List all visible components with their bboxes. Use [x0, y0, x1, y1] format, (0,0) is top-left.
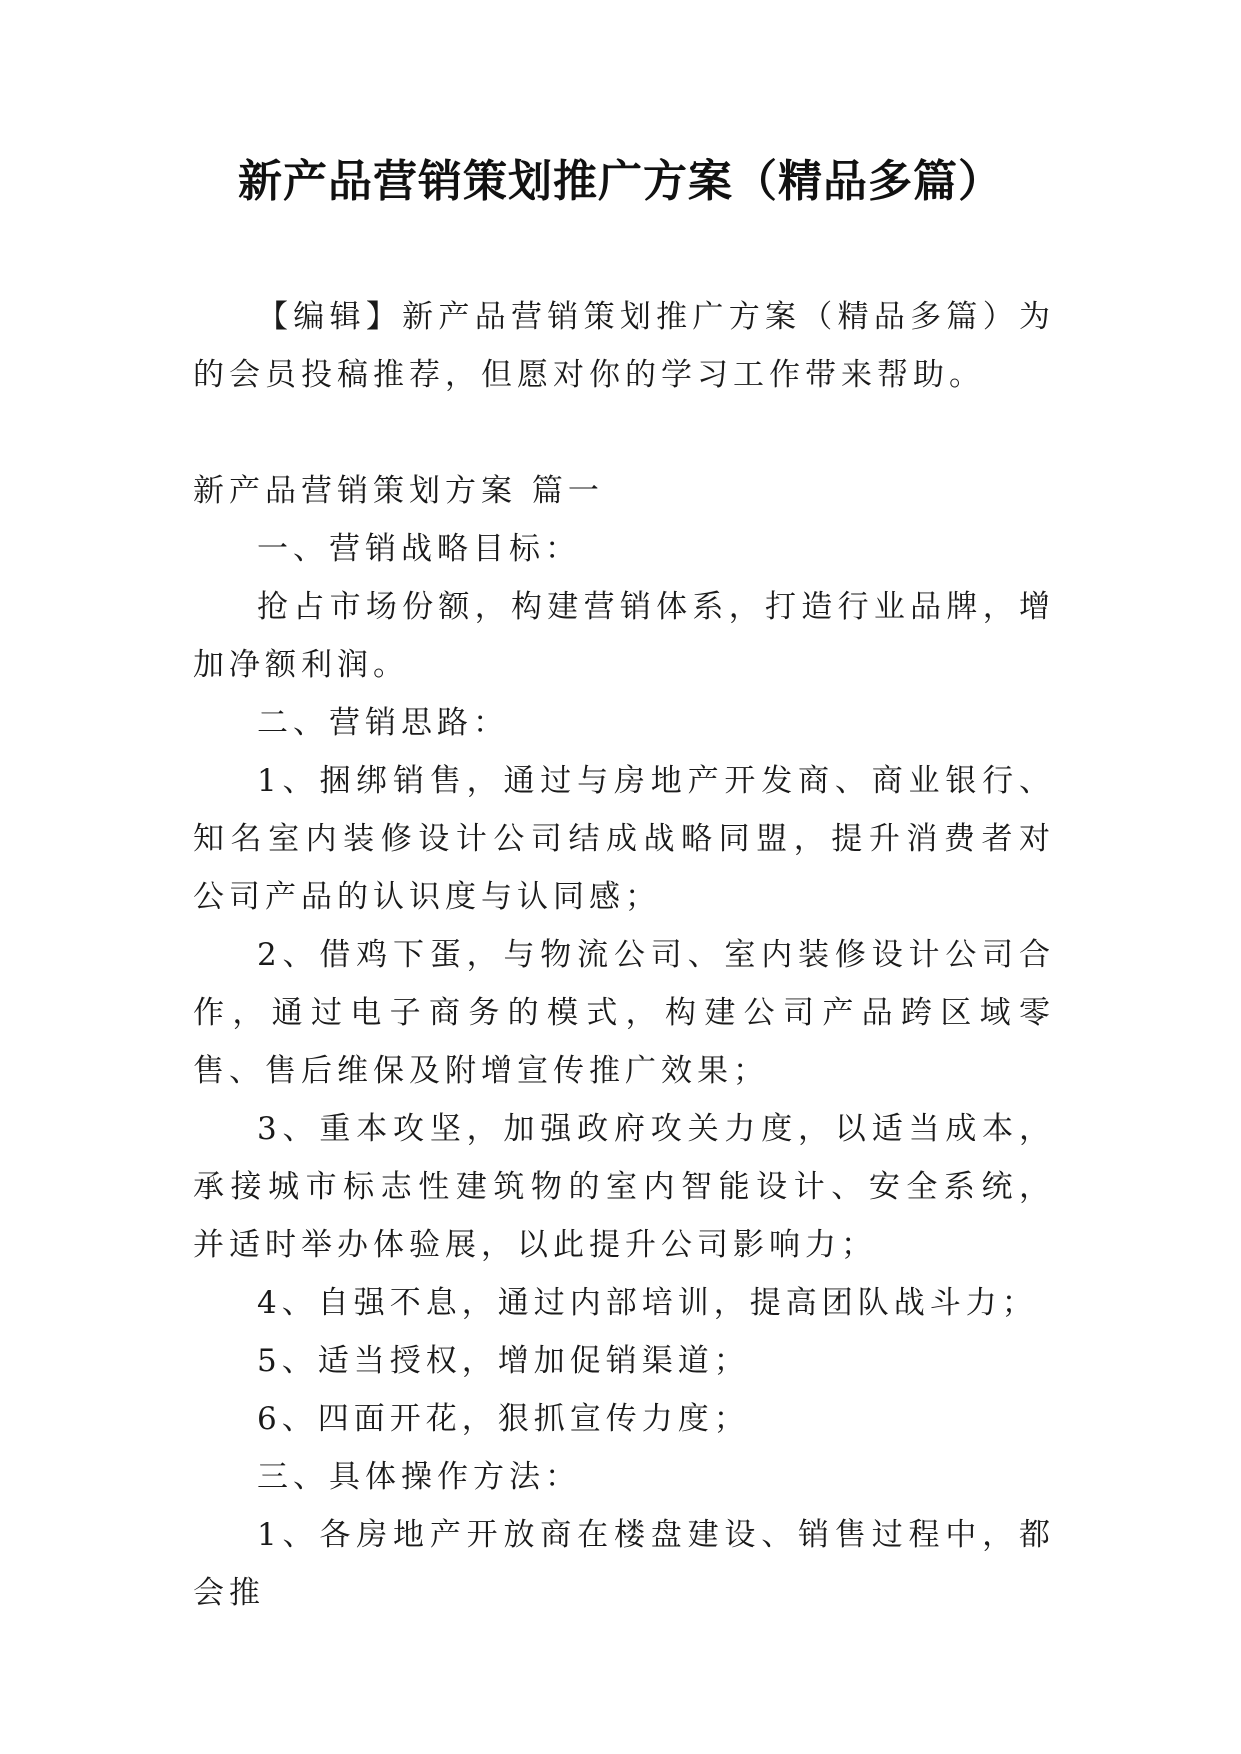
document-title: 新产品营销策划推广方案（精品多篇）	[238, 156, 1003, 207]
paragraph-method-1: 1、各房地产开放商在楼盘建设、销售过程中，都会推	[193, 1517, 1055, 1611]
paragraph-idea-4: 4、自强不息，通过内部培训，提高团队战斗力；	[257, 1285, 1038, 1321]
paragraph-idea-3: 3、重本攻坚，加强政府攻关力度，以适当成本，承接城市标志性建筑物的室内智能设计、安全系统，并适时举办体验展，以此提升公司影响力；	[193, 1111, 1055, 1263]
paragraph-strategy-goal: 抢占市场份额，构建营销体系，打造行业品牌，增加净额利润。	[193, 589, 1055, 683]
intro-paragraph: 【编辑】新产品营销策划推广方案（精品多篇）为的会员投稿推荐，但愿对你的学习工作带来帮助。	[193, 299, 1055, 393]
section-heading: 新产品营销策划方案 篇一	[193, 473, 604, 509]
paragraph-strategy-goal-heading: 一、营销战略目标：	[257, 531, 581, 567]
paragraph-idea-6: 6、四面开花，狠抓宣传力度；	[257, 1401, 750, 1437]
paragraph-marketing-ideas-heading: 二、营销思路：	[257, 705, 509, 741]
paragraph-idea-5: 5、适当授权，增加促销渠道；	[257, 1343, 750, 1379]
paragraph-idea-1: 1、捆绑销售，通过与房地产开发商、商业银行、知名室内装修设计公司结成战略同盟，提升消费者对公司产品的认识度与认同感；	[193, 763, 1055, 915]
paragraph-methods-heading: 三、具体操作方法：	[257, 1459, 581, 1495]
document-body	[193, 288, 1055, 1622]
paragraph-idea-2: 2、借鸡下蛋，与物流公司、室内装修设计公司合作，通过电子商务的模式，构建公司产品跨区域零售、售后维保及附增宣传推广效果；	[193, 937, 1055, 1089]
